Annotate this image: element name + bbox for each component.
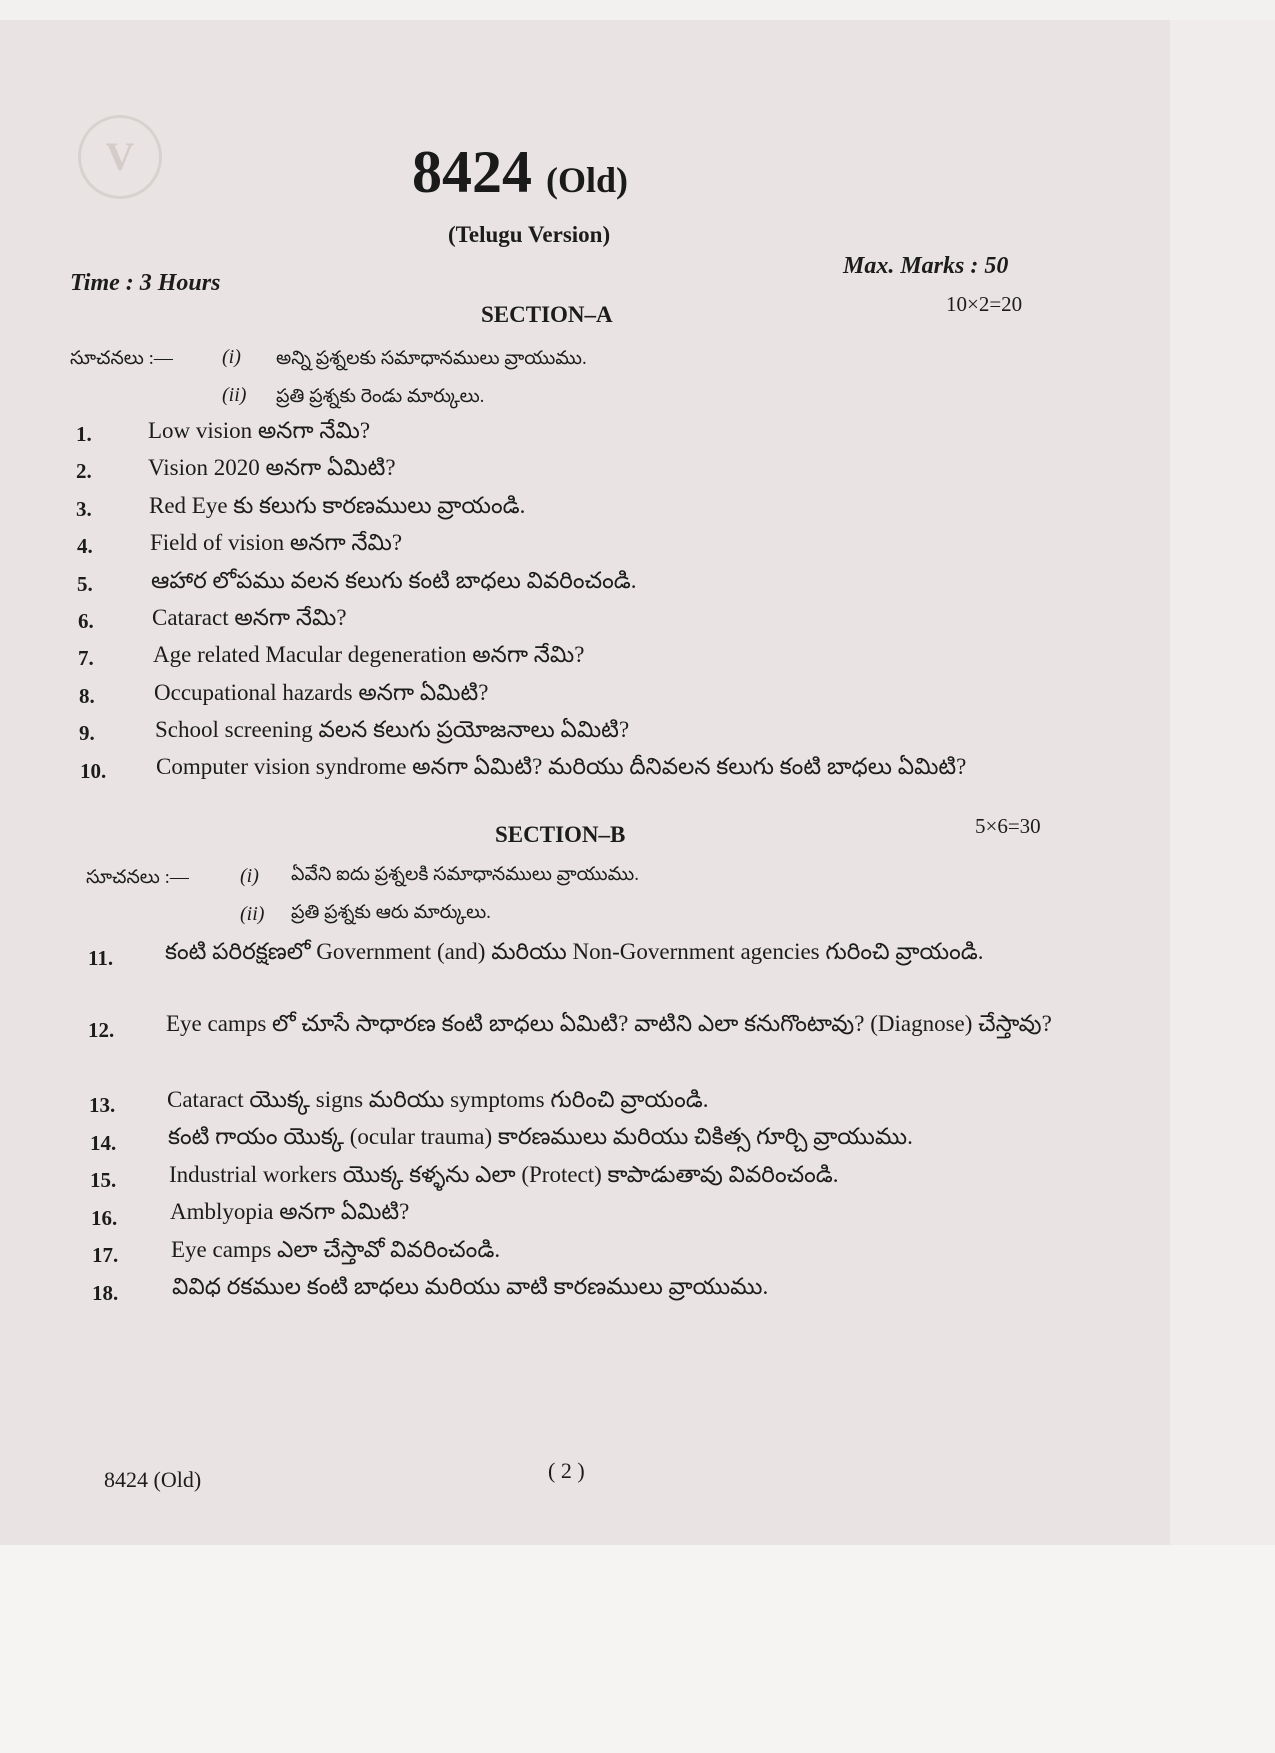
question-number: 4. (77, 534, 93, 558)
question-text: వివిధ రకముల కంటి బాధలు మరియు వాటి కారణములు వ్రాయుము. (172, 1274, 769, 1299)
question-text: Field of vision అనగా నేమి? (150, 530, 403, 555)
section-b-instructions-lead: సూచనలు :— (86, 867, 189, 888)
section-b-instruction-text: ప్రతి ప్రశ్నకు ఆరు మార్కులు. (291, 902, 491, 923)
question-text: School screening వలన కలుగు ప్రయోజనాలు ఏమిటి? (155, 717, 630, 742)
question-number: 7. (78, 646, 94, 670)
question-number: 5. (77, 572, 93, 596)
section-b-instruction-text: ఏవేని ఐదు ప్రశ్నలకి సమాధానములు వ్రాయుము. (291, 864, 640, 885)
faded-stamp: V (78, 115, 162, 199)
section-a-instruction-num: (ii) (222, 384, 247, 406)
page-number: ( 2 ) (548, 1458, 585, 1483)
question-text: కంటి పరిరక్షణలో Government (and) మరియు Non-Government agencies గురించి వ్రాయండి. (165, 939, 984, 964)
page-bottom-margin (0, 1545, 1275, 1753)
section-a-instructions-lead: సూచనలు :— (70, 348, 173, 369)
question-number: 15. (90, 1168, 117, 1192)
question-text: ఆహార లోపము వలన కలుగు కంటి బాధలు వివరించండి. (151, 568, 637, 593)
question-text: Industrial workers యొక్క కళ్ళను ఎలా (Protect) కాపాడుతావు వివరించండి. (169, 1162, 839, 1187)
question-text: Eye camps లో చూసే సాధారణ కంటి బాధలు ఏమిటి? వాటిని ఎలా కనుగొంటావు? (Diagnose) చేస్తావు? (166, 1011, 1052, 1036)
max-marks-label: Max. Marks : 50 (843, 253, 1009, 279)
section-b-marks: 5×6=30 (975, 814, 1041, 838)
question-text: Low vision అనగా నేమి? (148, 418, 371, 443)
question-number: 1. (76, 422, 92, 446)
paper-margin (1170, 20, 1275, 1545)
question-number: 10. (80, 759, 107, 783)
question-text: Computer vision syndrome అనగా ఏమిటి? మరియు దీనివలన కలుగు కంటి బాధలు ఏమిటి? (156, 754, 967, 779)
version-label: (Telugu Version) (448, 222, 611, 247)
question-number: 2. (76, 459, 92, 483)
question-number: 14. (90, 1131, 117, 1155)
question-text: కంటి గాయం యొక్క (ocular trauma) కారణములు మరియు చికిత్స గూర్చి వ్రాయుము. (168, 1124, 913, 1149)
question-text: Red Eye కు కలుగు కారణములు వ్రాయండి. (149, 493, 526, 518)
section-b-instruction-num: (ii) (240, 903, 265, 925)
question-number: 8. (79, 684, 95, 708)
paper-code-title (412, 138, 628, 207)
section-a-instruction-text: ప్రతి ప్రశ్నకు రెండు మార్కులు. (276, 386, 485, 407)
section-b-instruction-num: (i) (240, 865, 259, 887)
paper-code: 8424 (412, 139, 532, 205)
question-number: 12. (88, 1018, 115, 1042)
question-number: 16. (91, 1206, 118, 1230)
question-number: 18. (92, 1281, 119, 1305)
question-text: Amblyopia అనగా ఏమిటి? (170, 1199, 410, 1224)
question-number: 9. (79, 721, 95, 745)
section-b-title: SECTION–B (495, 822, 626, 847)
paper-label: (Old) (546, 160, 629, 200)
question-number: 13. (89, 1093, 116, 1117)
footer-paper-code: 8424 (Old) (104, 1467, 202, 1492)
question-text: Cataract యొక్క signs మరియు symptoms గురించి వ్రాయండి. (167, 1087, 709, 1112)
question-text: Cataract అనగా నేమి? (152, 605, 347, 630)
question-text: Vision 2020 అనగా ఏమిటి? (148, 455, 396, 480)
question-text: Eye camps ఎలా చేస్తావో వివరించండి. (171, 1237, 501, 1262)
section-a-marks: 10×2=20 (946, 292, 1023, 316)
question-number: 6. (78, 609, 94, 633)
question-number: 11. (88, 946, 114, 970)
time-label: Time : 3 Hours (70, 270, 221, 296)
section-a-instruction-text: అన్ని ప్రశ్నలకు సమాధానములు వ్రాయుము. (276, 348, 587, 369)
question-text: Age related Macular degeneration అనగా నేమి? (153, 642, 585, 667)
section-a-instruction-num: (i) (222, 346, 241, 368)
section-a-title: SECTION–A (481, 302, 613, 327)
question-text: Occupational hazards అనగా ఏమిటి? (154, 680, 489, 705)
question-number: 17. (92, 1243, 119, 1267)
question-number: 3. (76, 497, 92, 521)
